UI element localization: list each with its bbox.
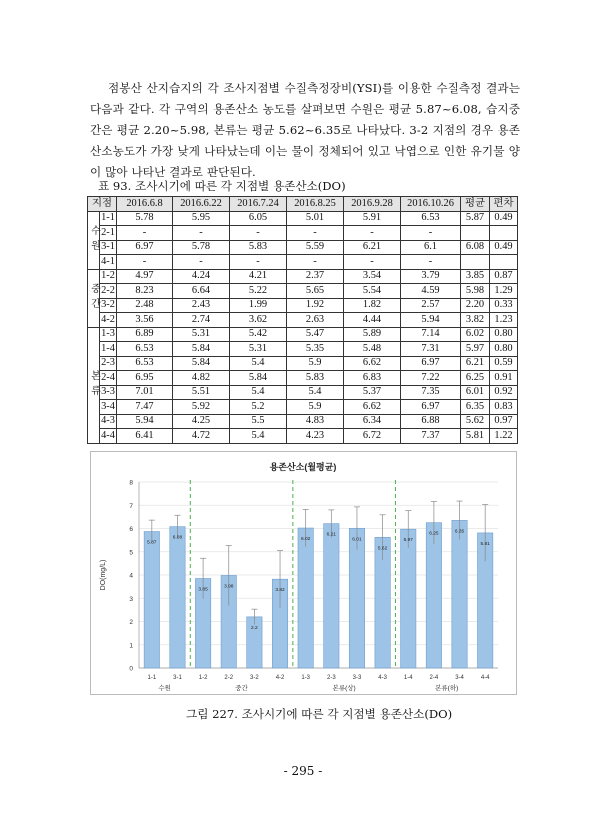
x-tick-label: 3-4: [455, 675, 464, 681]
y-tick-label: 3: [129, 595, 133, 603]
y-tick-label: 8: [129, 479, 133, 487]
table-cell: 6.97: [117, 240, 173, 255]
table-header-cell: 2016.10.26: [401, 197, 461, 212]
bar: [452, 520, 467, 668]
table-row: [88, 269, 518, 284]
x-tick-label: 3-2: [250, 675, 259, 681]
table-cell: 7.37: [401, 429, 461, 444]
table-row: [88, 385, 518, 400]
table-cell: 6.83: [344, 371, 401, 386]
page-number: - 295 -: [283, 764, 323, 778]
table-cell: 2-1: [100, 226, 117, 241]
table-cell: 1.99: [230, 298, 287, 313]
table-cell: -: [401, 255, 461, 270]
table-cell: 5.01: [287, 211, 344, 226]
table-cell: 7.01: [117, 385, 173, 400]
table-cell: 4.21: [230, 269, 287, 284]
table-cell: 6.62: [344, 400, 401, 415]
table-cell: 2.57: [401, 298, 461, 313]
table-cell: 4.82: [173, 371, 230, 386]
table-cell: 5.89: [344, 327, 401, 342]
table-header-cell: 편차: [490, 197, 518, 212]
table-cell: 3.85: [461, 269, 490, 284]
table-cell: 5.9: [287, 400, 344, 415]
table-header-cell: 지점: [88, 197, 117, 212]
table-cell: 0.91: [490, 371, 518, 386]
table-cell: 1.82: [344, 298, 401, 313]
x-tick-label: 1-2: [198, 675, 208, 681]
table-cell: 1.92: [287, 298, 344, 313]
table-cell: 3-2: [100, 298, 117, 313]
table-cell: 6.21: [344, 240, 401, 255]
table-cell: 3.82: [461, 313, 490, 328]
table-cell: 4.97: [117, 269, 173, 284]
table-caption: 표 93. 조사시기에 따른 각 지점별 용존산소(DO): [98, 179, 346, 193]
table-cell: 1-1: [100, 211, 117, 226]
table-cell: -: [344, 226, 401, 241]
do-table: [87, 196, 518, 444]
table-row: [88, 429, 518, 444]
bar: [324, 524, 339, 668]
table-cell: [461, 226, 490, 241]
table-cell: 0.33: [490, 298, 518, 313]
data-label: 2.2: [251, 625, 258, 631]
table-cell: 6.97: [401, 356, 461, 371]
table-cell: 7.14: [401, 327, 461, 342]
table-cell: 4-4: [100, 429, 117, 444]
y-tick-label: 2: [129, 619, 133, 626]
table-header-cell: 평균: [461, 197, 490, 212]
y-tick-label: 7: [129, 502, 133, 510]
table-header-cell: 2016.6.22: [173, 197, 230, 212]
table-cell: 2.63: [287, 313, 344, 328]
x-tick-label: 3-1: [173, 675, 182, 681]
table-cell: 5.35: [287, 342, 344, 357]
table-cell: 0.83: [490, 400, 518, 415]
table-cell: 4.23: [287, 429, 344, 444]
table-cell: 5.9: [287, 356, 344, 371]
table-cell: 6.62: [344, 356, 401, 371]
table-cell: 3.62: [230, 313, 287, 328]
x-tick-label: 1-4: [403, 675, 413, 681]
table-header-cell: 2016.9.28: [344, 197, 401, 212]
table-row: [88, 255, 518, 270]
table-cell: 1-4: [100, 342, 117, 357]
table-cell: 5.84: [173, 356, 230, 371]
table-cell: 4.83: [287, 414, 344, 429]
table-row: [88, 414, 518, 429]
table-cell: 4-1: [100, 255, 117, 270]
table-cell: 5.78: [173, 240, 230, 255]
table-cell: 8.23: [117, 284, 173, 299]
table-cell: 6.97: [401, 400, 461, 415]
data-label: 5.87: [147, 540, 157, 546]
table-cell: 5.2: [230, 400, 287, 415]
x-tick-label: 3-3: [352, 675, 362, 681]
table-cell: 5.84: [173, 342, 230, 357]
table-cell: 5.91: [344, 211, 401, 226]
table-cell: 6.95: [117, 371, 173, 386]
table-cell: 6.08: [461, 240, 490, 255]
table-cell: -: [401, 226, 461, 241]
table-cell: 6.53: [117, 342, 173, 357]
table-cell: 0.80: [490, 327, 518, 342]
do-chart: [90, 451, 517, 695]
table-cell: 5.37: [344, 385, 401, 400]
table-cell: -: [173, 226, 230, 241]
table-cell: 6.41: [117, 429, 173, 444]
group-label: 본류(상): [332, 685, 356, 692]
data-label: 6.25: [429, 531, 439, 537]
table-row: [88, 240, 518, 255]
table-cell: -: [344, 255, 401, 270]
table-cell: 5.83: [287, 371, 344, 386]
table-cell: 5.42: [230, 327, 287, 342]
table-cell: [490, 226, 518, 241]
table-cell: 6.02: [461, 327, 490, 342]
x-tick-label: 2-2: [224, 675, 234, 681]
table-cell: 1.23: [490, 313, 518, 328]
table-row: [88, 313, 518, 328]
table-cell: 2.20: [461, 298, 490, 313]
table-cell: 6.01: [461, 385, 490, 400]
table-row: [88, 211, 518, 226]
table-cell: 2.37: [287, 269, 344, 284]
table-cell: 5.65: [287, 284, 344, 299]
bar: [298, 528, 313, 668]
table-cell: 5.31: [230, 342, 287, 357]
table-cell: 6.64: [173, 284, 230, 299]
table-cell: 5.48: [344, 342, 401, 357]
y-tick-label: 4: [129, 572, 133, 580]
table-cell: 6.88: [401, 414, 461, 429]
table-row: [88, 342, 518, 357]
table-cell: 5.84: [230, 371, 287, 386]
body-paragraph: 점봉산 산지습지의 각 조사지점별 수질측정장비(YSI)를 이용한 수질측정 결과는 다음과 같다. 각 구역의 용존산소 농도를 살펴보면 수원은 평균 5.87~6.08, 습지중간은 평균 2.20~5.98, 본류는 평균 5.62~6.35로 나타났다. 3-2 지점의 경우 용존산소농도가 가장 낮게 나타났는데 이는 물이 정체되어 있고 낙엽으로 인한 유기물 양이 많아 나타난 결과로 판단된다.: [90, 80, 520, 179]
table-cell: 4.59: [401, 284, 461, 299]
table-cell: 5.51: [173, 385, 230, 400]
table-cell: 2-2: [100, 284, 117, 299]
table-cell: 5.97: [461, 342, 490, 357]
table-cell: 5.95: [173, 211, 230, 226]
table-cell: [461, 255, 490, 270]
table-cell: 7.22: [401, 371, 461, 386]
figure-caption: 그림 227. 조사시기에 따른 각 지점별 용존산소(DO): [186, 707, 453, 721]
table-cell: -: [287, 226, 344, 241]
table-cell: 1.29: [490, 284, 518, 299]
table-cell: 2-3: [100, 356, 117, 371]
table-cell: -: [173, 255, 230, 270]
data-label: 3.82: [275, 588, 285, 594]
table-cell: 6.1: [401, 240, 461, 255]
table-row: [88, 356, 518, 371]
x-tick-label: 2-3: [326, 675, 336, 681]
chart-svg: [91, 452, 516, 694]
table-cell: 2.74: [173, 313, 230, 328]
table-group-label: 중간: [88, 269, 100, 327]
table-cell: 0.87: [490, 269, 518, 284]
chart-title: 용존산소(월평균): [269, 462, 337, 472]
data-label: 6.08: [172, 535, 183, 541]
table-header-cell: 2016.8.25: [287, 197, 344, 212]
table-cell: 6.53: [117, 356, 173, 371]
table-cell: 5.5: [230, 414, 287, 429]
table-cell: 4-2: [100, 313, 117, 328]
bar: [401, 529, 416, 668]
table-row: [88, 327, 518, 342]
table-group-label: 수원: [88, 211, 100, 269]
table-cell: 0.97: [490, 414, 518, 429]
table-cell: 3.56: [117, 313, 173, 328]
table-cell: 6.89: [117, 327, 173, 342]
table-cell: 5.98: [461, 284, 490, 299]
table-cell: 5.4: [287, 385, 344, 400]
data-label: 5.81: [480, 541, 490, 547]
table-cell: 5.83: [230, 240, 287, 255]
table-cell: 2-4: [100, 371, 117, 386]
data-label: 5.62: [377, 546, 388, 552]
data-label: 6.21: [326, 532, 336, 538]
table-cell: 0.49: [490, 211, 518, 226]
table-cell: 5.4: [230, 356, 287, 371]
table-cell: 3.79: [401, 269, 461, 284]
y-tick-label: 5: [129, 549, 133, 557]
data-label: 5.97: [403, 538, 413, 544]
x-tick-label: 4-3: [378, 675, 387, 681]
table-cell: 5.92: [173, 400, 230, 415]
table-cell: 1.22: [490, 429, 518, 444]
table-cell: 6.21: [461, 356, 490, 371]
bar: [426, 523, 441, 668]
table-cell: 5.59: [287, 240, 344, 255]
table-cell: 5.54: [344, 284, 401, 299]
table-cell: 6.53: [401, 211, 461, 226]
group-label: 본류(하): [435, 685, 459, 692]
table-cell: 5.87: [461, 211, 490, 226]
table-cell: 5.4: [230, 385, 287, 400]
table-row: [88, 371, 518, 386]
group-label: 수원: [158, 685, 171, 692]
table-row: [88, 226, 518, 241]
table-cell: -: [287, 255, 344, 270]
x-tick-label: 4-2: [275, 675, 285, 681]
table-cell: 5.47: [287, 327, 344, 342]
data-label: 6.01: [352, 537, 362, 543]
table-cell: 6.34: [344, 414, 401, 429]
table-cell: [490, 255, 518, 270]
table-cell: 2.43: [173, 298, 230, 313]
table-cell: 5.94: [401, 313, 461, 328]
table-cell: 2.48: [117, 298, 173, 313]
data-label: 6.35: [454, 529, 465, 535]
table-cell: 5.78: [117, 211, 173, 226]
table-cell: -: [230, 255, 287, 270]
table-cell: 4-3: [100, 414, 117, 429]
table-group-label: 본류: [88, 327, 100, 443]
data-label: 6.02: [301, 537, 311, 543]
table-cell: 4.72: [173, 429, 230, 444]
table-cell: 3-4: [100, 400, 117, 415]
table-cell: 1-3: [100, 327, 117, 342]
x-tick-label: 4-4: [480, 675, 490, 681]
data-label: 3.85: [198, 587, 208, 593]
x-tick-label: 1-1: [147, 675, 157, 681]
table-cell: 3-1: [100, 240, 117, 255]
table-cell: 4.44: [344, 313, 401, 328]
y-tick-label: 0: [129, 665, 133, 673]
table-cell: 3.54: [344, 269, 401, 284]
table-cell: 4.25: [173, 414, 230, 429]
table-cell: 6.05: [230, 211, 287, 226]
table-cell: 6.72: [344, 429, 401, 444]
table-header-cell: 2016.7.24: [230, 197, 287, 212]
table-cell: 5.22: [230, 284, 287, 299]
x-tick-label: 2-4: [429, 675, 439, 681]
table-cell: 1-2: [100, 269, 117, 284]
table-cell: 7.35: [401, 385, 461, 400]
table-cell: 0.80: [490, 342, 518, 357]
table-row: [88, 298, 518, 313]
table-cell: -: [117, 255, 173, 270]
table-row: [88, 400, 518, 415]
table-header-cell: 2016.6.8: [117, 197, 173, 212]
table-cell: -: [117, 226, 173, 241]
table-cell: 7.31: [401, 342, 461, 357]
table-cell: 5.31: [173, 327, 230, 342]
table-cell: 5.94: [117, 414, 173, 429]
bar: [170, 527, 185, 668]
table-cell: 0.49: [490, 240, 518, 255]
bar: [144, 532, 159, 668]
group-label: 중간: [235, 685, 248, 692]
table-cell: 3-3: [100, 385, 117, 400]
table-cell: 6.35: [461, 400, 490, 415]
table-cell: 5.81: [461, 429, 490, 444]
table-cell: 4.24: [173, 269, 230, 284]
table-cell: 5.62: [461, 414, 490, 429]
table-cell: 0.59: [490, 356, 518, 371]
x-tick-label: 1-3: [301, 675, 311, 681]
table-cell: -: [230, 226, 287, 241]
table-cell: 6.25: [461, 371, 490, 386]
table-cell: 7.47: [117, 400, 173, 415]
table-row: [88, 284, 518, 299]
y-axis-label: DO(mg/L): [100, 559, 107, 591]
table-cell: 0.92: [490, 385, 518, 400]
y-tick-label: 6: [129, 526, 133, 533]
data-label: 3.98: [224, 584, 234, 590]
y-tick-label: 1: [129, 642, 133, 650]
table-cell: 5.4: [230, 429, 287, 444]
